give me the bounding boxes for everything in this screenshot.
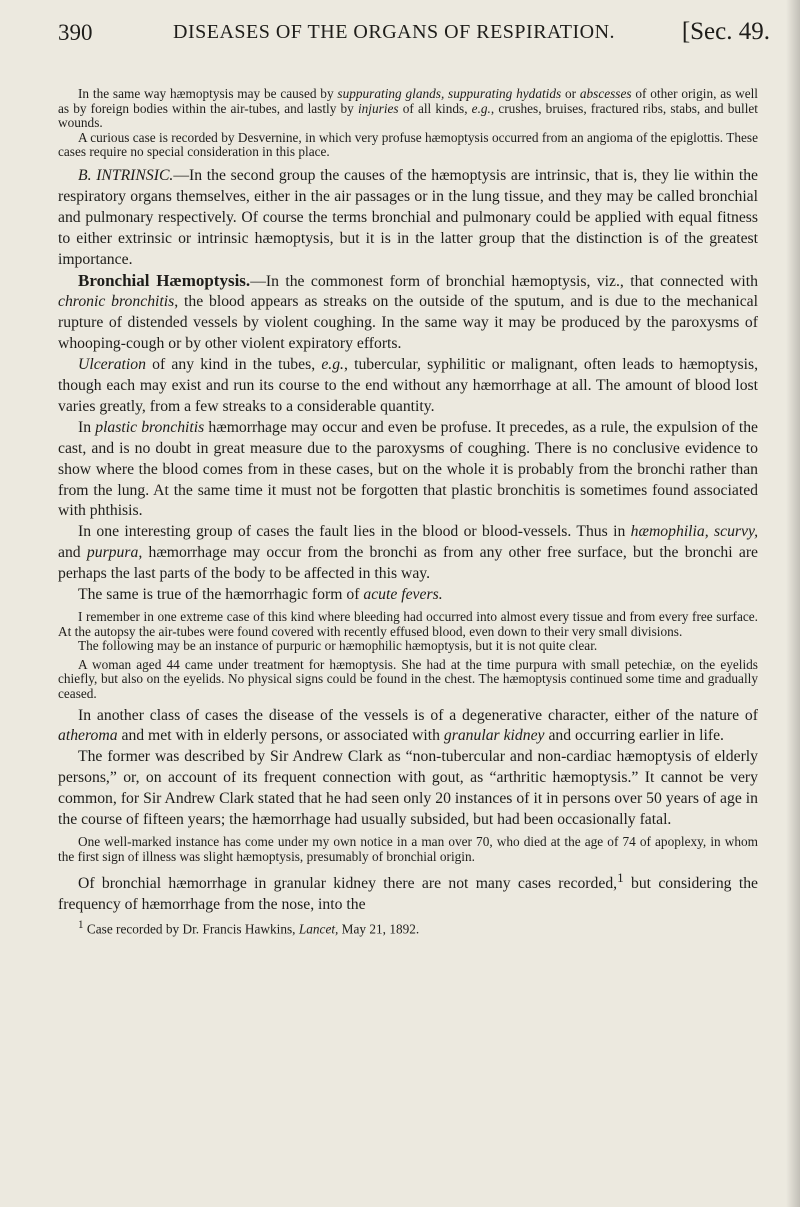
page-body bbox=[58, 87, 758, 937]
text-run: Of bronchial hæmorrhage in granular kidney there are not many cases recorded, bbox=[78, 875, 618, 893]
text-run: and met with in elderly persons, or associated with bbox=[117, 727, 444, 745]
note-extreme-case: I remember in one extreme case of this kind where bleeding had occurred into almost every tissue and from every free surface. At the autopsy the air-tubes were found covered with recently effused blood, even down to their very small divisions. bbox=[58, 609, 758, 639]
emphasis: abscesses bbox=[579, 86, 632, 101]
text-run: May 21, 1892. bbox=[338, 921, 420, 937]
text-run: , tubercular, syphilitic or malignant, often leads to hæmoptysis, though each may exist and run its course to the end without any hæmorrhage at all. The amount of blood lost varies greatly, from a few streaks to a considerable quantity. bbox=[58, 356, 758, 415]
emphasis: purpura, bbox=[86, 544, 143, 562]
text-run: Case recorded by Dr. Francis Hawkins, bbox=[83, 921, 299, 937]
emphasis: hæmophilia, scurvy, bbox=[630, 523, 759, 541]
footnote-marker: 1 bbox=[617, 870, 624, 886]
emphasis: granular kidney bbox=[443, 727, 545, 745]
emphasis: acute fevers. bbox=[363, 586, 443, 604]
note-woman-case: A woman aged 44 came under treatment for hæmoptysis. She had at the time purpura with small petechiæ, on the eyelids chiefly, but also on the eyelids. No physical signs could be found in the chest. The hæmoptysis continued some time and gradually ceased. bbox=[58, 656, 758, 701]
footnote-number: 1 bbox=[78, 919, 84, 932]
text-run: The same is true of the hæmorrhagic form of bbox=[78, 586, 364, 604]
note-purpuric-instance: The following may be an instance of purpuric or hæmophilic hæmoptysis, but it is not quite clear. bbox=[78, 638, 598, 654]
emphasis: plastic bronchitis bbox=[95, 418, 205, 436]
text-run: In bbox=[78, 418, 96, 436]
page-number: 390 bbox=[58, 20, 93, 45]
text-run: of other origin, as well as by foreign bodies within the air-tubes, and lastly by bbox=[58, 86, 758, 116]
paragraph-blood-disorders bbox=[58, 522, 758, 585]
text-run: but considering the frequency of hæmorrhage from the nose, into the bbox=[58, 875, 758, 914]
text-run: and bbox=[58, 544, 87, 562]
running-head: DISEASES OF THE ORGANS OF RESPIRATION. bbox=[173, 21, 616, 43]
text-run: In another class of cases the disease of the vessels is of a degenerative character, either of the nature of bbox=[78, 706, 758, 724]
text-run: and occurring earlier in life. bbox=[544, 727, 724, 745]
subheading-bronchial-haemoptysis: Bronchial Hæmoptysis. bbox=[78, 270, 251, 290]
paragraph-degenerative bbox=[58, 706, 758, 748]
paragraph-plastic-bronchitis bbox=[58, 418, 758, 523]
paragraph-acute-fevers bbox=[58, 585, 758, 606]
text-run: , crushes, bruises, fractured ribs, stabs, and bullet wounds. bbox=[58, 100, 758, 131]
emphasis: e.g. bbox=[321, 356, 344, 374]
paragraph-ulceration bbox=[58, 355, 758, 418]
page-header bbox=[58, 20, 770, 54]
paragraph-andrew-clark: The former was described by Sir Andrew Clark as “non-tubercular and non-cardiac hæmoptysis of elderly persons,” or, on account of its frequent connection with gout, as “arthritic hæmoptysis.” It cannot be very common, for Sir Andrew Clark stated that he had seen only 20 instances of it in persons over 50 years of age in the course of fifteen years; the hæmorrhage had usually subsided, but had been occasionally fatal. bbox=[58, 748, 758, 829]
note-apoplexy-case: One well-marked instance has come under my own notice in a man over 70, who died at the age of 74 of apoplexy, in whom the first sign of illness was slight hæmoptysis, presumably of bronchial origin. bbox=[58, 834, 758, 864]
text-run: In one interesting group of cases the fault lies in the blood or blood-vessels. Thus in bbox=[78, 523, 631, 541]
emphasis: Ulceration bbox=[78, 356, 146, 374]
text-run: of any kind in the tubes, bbox=[145, 356, 322, 374]
text-run: hæmorrhage may occur from the bronchi as from any other free surface, but the bronchi are perhaps the last parts of the body to be affected in this way. bbox=[58, 544, 759, 583]
section-reference: [Sec. 49. bbox=[681, 18, 770, 45]
text-run: or bbox=[561, 86, 580, 101]
text-run: , the blood appears as streaks on the outside of the sputum, and is due to the mechanical rupture of distended vessels by violent coughing. In the same way it may be produced by the paroxysms of whooping-cough or by other violent expiratory efforts. bbox=[58, 293, 758, 353]
emphasis: chronic bronchitis bbox=[58, 293, 175, 311]
paragraph-extrinsic-causes bbox=[58, 87, 758, 131]
text-run: —In the second group the causes of the hæmoptysis are intrinsic, that is, they lie within the respiratory organs themselves, either in the air passages or in the lung tissue, and they may be called bronchial and pulmonary respectively. Of course the terms bronchial and pulmonary could be applied with equal fitness to either extrinsic or intrinsic hæmoptysis, but it is in the latter group that the distinction is of the greatest importance. bbox=[58, 166, 758, 268]
paragraph-intrinsic bbox=[58, 166, 758, 271]
paragraph-bronchial-haemoptysis bbox=[58, 271, 758, 356]
paragraph-granular-kidney bbox=[58, 868, 758, 916]
section-label-intrinsic: B. INTRINSIC. bbox=[78, 166, 174, 184]
page-edge-shadow bbox=[786, 0, 800, 1207]
footnote bbox=[58, 918, 758, 936]
text-run: hæmorrhage may occur and even be profuse. It precedes, as a rule, the expulsion of the cast, and is no doubt in great measure due to the paroxysms of coughing. There is no conclusive evidence to show where the blood comes from in these cases, but on the whole it is probably from the bronchi rather than from the lung. At the same time it must not be forgotten that plastic bronchitis is sometimes found associated with phthisis. bbox=[58, 418, 758, 520]
emphasis: injuries bbox=[357, 100, 399, 116]
paragraph-angioma-case: A curious case is recorded by Desvernine, in which very profuse hæmoptysis occurred from an angioma of the epiglottis. These cases require no special consideration in this place. bbox=[58, 129, 758, 160]
emphasis: suppurating glands, suppurating hydatids bbox=[337, 86, 562, 101]
text-run: In the same way hæmoptysis may be caused by bbox=[78, 86, 338, 101]
text-run: of all kinds, bbox=[398, 100, 472, 116]
emphasis: atheroma bbox=[58, 727, 118, 745]
text-run: —In the commonest form of bronchial hæmoptysis, viz., that connected with bbox=[250, 272, 758, 290]
emphasis: Lancet, bbox=[298, 921, 339, 937]
emphasis: e.g. bbox=[471, 100, 491, 116]
